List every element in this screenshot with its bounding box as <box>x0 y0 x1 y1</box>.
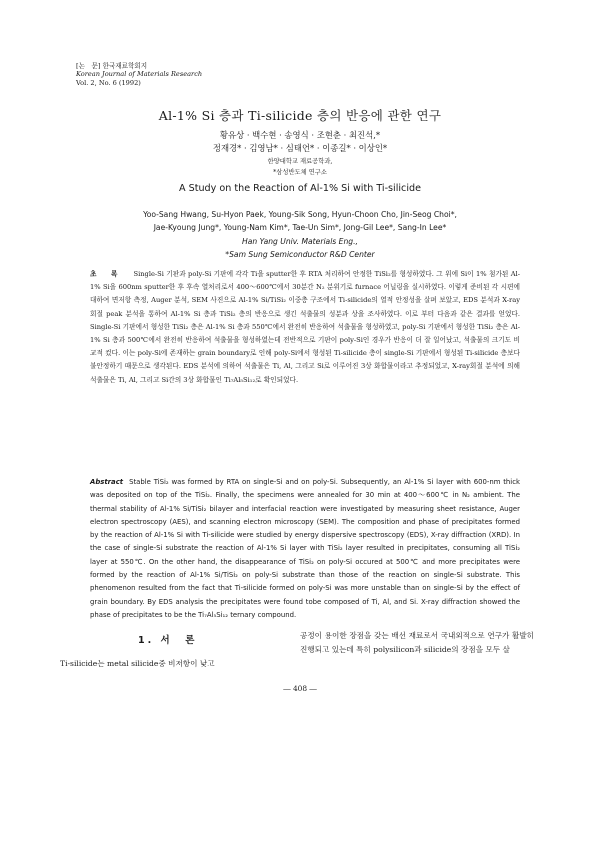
journal-header <box>76 62 202 87</box>
abstract-english-text: Stable TiSi₂ was formed by RTA on single-Si and on poly-Si. Subsequently, an Al-1% Si layer with 600-nm thick was deposited on top of the TiSi₂. Finally, the specimens were annealed for 30 min at 400～600℃ in N₂ ambient. The thermal stability of Al-1% Si/TiSi₂ bilayer and interfacial reaction were investigated by measuring sheet resistance, Auger electron spectroscopy (AES), and scanning electron microscopy (SEM). The composition and phase of precipitates formed by the reaction of Al-1% Si with Ti-silicide were studied by energy dispersive spectroscopy (EDS), X-ray diffraction (XRD). In the case of single-Si substrate the reaction of Al-1% Si layer with TiSi₂ layer resulted in precipitates, consuming all TiSi₂ layer at 550℃. On the other hand, the disappearance of TiSi₂ on poly-Si occured at 500℃ and more precipitates were formed by the reaction of Al-1% Si/TiSi₂ on poly-Si substrate than those of the reaction on single-Si substrate. This phenomenon resulted from the fact that Ti-silicide formed on poly-Si was more unstable than on single-Si by the effect of grain boundary. By EDS analysis the precipitates were found tobe composed of Ti, Al, and Si. X-ray diffraction showed the phase of precipitates to be the Ti₇Al₅Si₁₂ ternary compound. <box>90 478 520 619</box>
abstract-korean-label: 초 록 <box>90 270 124 278</box>
affiliation-korean-line1: 한양대학교 재료공학과, <box>267 158 333 165</box>
affiliation-english-line1: Han Yang Univ. Materials Eng., <box>242 236 358 246</box>
affiliation-korean-line2: *삼성반도체 연구소 <box>273 169 327 176</box>
body-column-right: 공정이 용이한 장점을 갖는 배선 재료로서 국내외적으로 연구가 활발히 진행되고 있는데 특히 polysilicon과 silicide의 장점을 모두 살 <box>300 631 534 654</box>
abstract-english-label: Abstract <box>90 478 124 486</box>
authors-korean <box>0 129 600 154</box>
page-number: ― 408 ― <box>283 684 317 693</box>
authors-korean-line1: 황유상 · 백수현 · 송영식 · 조현춘 · 최진석,* <box>219 130 381 140</box>
paper-title-korean: Al-1% Si 층과 Ti-silicide 층의 반응에 관한 연구 <box>158 108 442 123</box>
authors-korean-line2: 정재경* · 김영남* · 심태언* · 이종길* · 이상인* <box>212 142 388 153</box>
abstract-english <box>90 476 520 622</box>
affiliation-english-line2: *Sam Sung Semiconductor R&D Center <box>225 250 375 260</box>
affiliation-korean <box>0 156 600 178</box>
abstract-korean-text: Single-Si 기판과 poly-Si 기판에 각각 Ti을 sputter한 후 RTA 처리하여 안정한 TiSi₂를 형성하였다. 그 위에 Si이 1% 첨가된 Al-1% Si을 600nm sputter한 후 후속 열처리로서 400～600℃에서 30분간 N₂ 분위기로 furnace 어닐링을 실시하였다. 이렇게 준비된 각 시편에 대하여 면저항 측정, Auger 분석, SEM 사진으로 Al-1% Si/TiSi₂ 이중층 구조에서 Ti-silicide의 열적 안정성을 살펴 보았고, EDS 분석과 X-ray 회절 peak 분석을 통하여 Al-1% Si 층과 TiSi₂ 층의 반응으로 생긴 석출물의 성분과 상을 조사하였다. 이로 부터 다음과 같은 결과를 얻었다. Single-Si 기판에서 형성한 TiSi₂ 층은 Al-1% Si 층과 550℃에서 완전히 반응하여 석출물을 형성하였고, poly-Si 기판에서 형성한 TiSi₂ 층은 Al-1% Si 층과 500℃에서 완전히 반응하여 석출물을 형성하였는데 전반적으로 기판이 poly-Si인 경우가 반응이 더 잘 일어났고, 석출물의 크기도 비교적 컸다. 이는 poly-Si에 존재하는 grain boundary로 인해 poly-Si에서 형성된 Ti-silicide 층이 single-Si 기판에서 형성된 Ti-silicide 층보다 불안정하기 때문으로 생각된다. EDS 분석에 의하여 석출물은 Ti, Al, 그리고 Si로 이루어진 3상 화합물이라고 추정되었고, X-ray회절 분석에 의해 석출물은 Ti, Al, 그리고 Si간의 3상 화합물인 Ti₇Al₅Si₁₂로 확인되었다. <box>90 270 520 384</box>
authors-english-line1: Yoo-Sang Hwang, Su-Hyon Paek, Young-Sik Song, Hyun-Choon Cho, Jin-Seog Choi*, <box>143 210 457 219</box>
authors-english-line2: Jae-Kyoung Jung*, Young-Nam Kim*, Tae-Un Sim*, Jong-Gil Lee*, Sang-In Lee* <box>153 223 447 233</box>
abstract-korean <box>90 268 520 387</box>
journal-english-name: Korean Journal of Materials Research <box>76 70 203 79</box>
journal-volume: Vol. 2, No. 6 (1992) <box>76 78 141 87</box>
section-heading-introduction: 1. 서 론 <box>138 635 198 646</box>
body-column-left: Ti-silicide는 metal silicide중 비저항이 낮고 <box>60 659 215 668</box>
paper-title-english: A Study on the Reaction of Al-1% Si with Ti-silicide <box>179 183 421 194</box>
authors-english <box>0 208 600 262</box>
journal-korean-name: [논 문] 한국재료학회지 <box>76 62 148 70</box>
